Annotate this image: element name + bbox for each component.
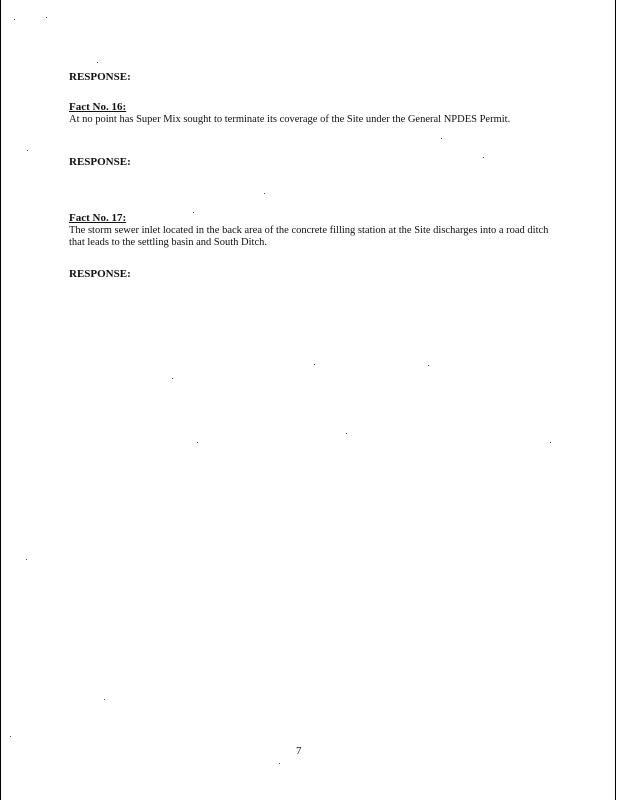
response-label: RESPONSE:: [69, 156, 131, 168]
fact-16-heading: Fact No. 16:: [69, 101, 127, 113]
scan-speck: [27, 150, 28, 151]
scan-speck: [172, 378, 173, 379]
scan-speck: [483, 157, 484, 158]
scan-speck: [46, 17, 47, 18]
right-page-border: [615, 0, 616, 800]
fact-16-block: [69, 101, 549, 126]
scan-speck: [193, 212, 194, 213]
scan-speck: [14, 19, 15, 20]
scan-speck: [10, 736, 11, 737]
scan-speck: [428, 365, 429, 366]
scan-speck: [264, 193, 265, 194]
scan-speck: [346, 433, 347, 434]
fact-17-heading: Fact No. 17:: [69, 212, 127, 224]
fact-17-block: [69, 212, 549, 249]
scan-speck: [550, 442, 551, 443]
scan-speck: [197, 442, 198, 443]
scan-speck: [441, 138, 442, 139]
page-number: 7: [296, 745, 302, 757]
fact-17-text: The storm sewer inlet located in the back area of the concrete filling station at the Site discharges into a road ditch that leads to the settling basin and South Ditch.: [69, 225, 549, 248]
scan-speck: [97, 62, 98, 63]
fact-16-text: At no point has Super Mix sought to terminate its coverage of the Site under the General NPDES Permit.: [69, 114, 511, 125]
scan-speck: [279, 763, 280, 764]
scan-speck: [104, 699, 105, 700]
left-page-border: [0, 0, 1, 800]
scan-speck: [26, 559, 27, 560]
scan-speck: [314, 364, 315, 365]
response-label: RESPONSE:: [69, 71, 131, 83]
response-label: RESPONSE:: [69, 268, 131, 280]
